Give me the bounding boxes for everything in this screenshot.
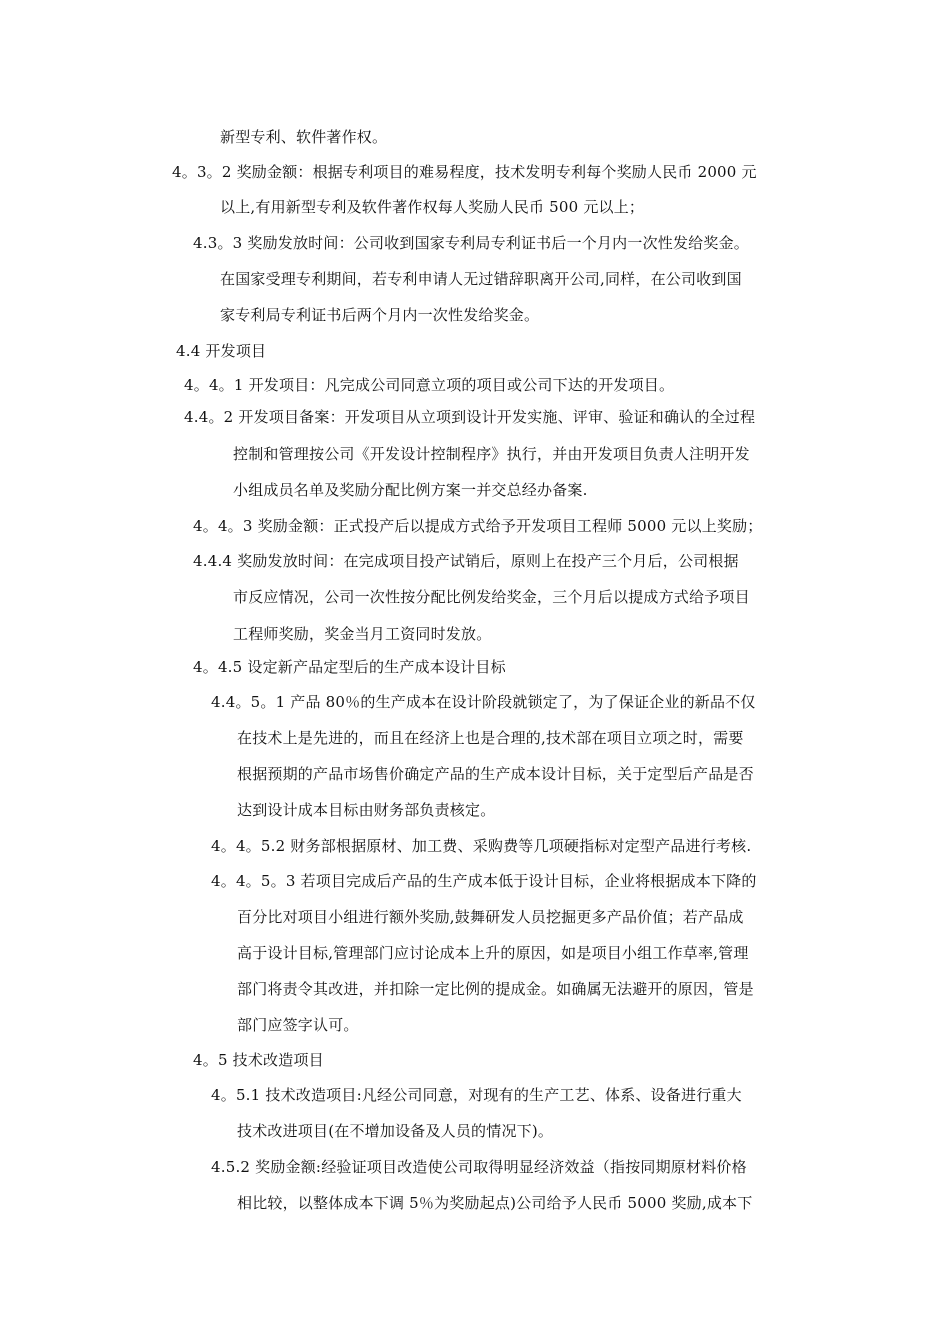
text-line: 市反应情况，公司一次性按分配比例发给奖金，三个月后以提成方式给予项目 — [233, 588, 750, 606]
text-line: 4.3。3 奖励发放时间：公司收到国家专利局专利证书后一个月内一次性发给奖金。 — [193, 234, 749, 252]
text-line: 工程师奖励，奖金当月工资同时发放。 — [233, 625, 492, 643]
text-line: 4.4。5。1 产品 80％的生产成本在设计阶段就锁定了，为了保证企业的新品不仅 — [211, 693, 756, 711]
text-line: 在技术上是先进的，而且在经济上也是合理的,技术部在项目立项之时，需要 — [237, 729, 744, 747]
text-line: 控制和管理按公司《开发设计控制程序》执行，并由开发项目负责人注明开发 — [233, 445, 750, 463]
text-line: 4。4。5。3 若项目完成后产品的生产成本低于设计目标，企业将根据成本下降的 — [211, 872, 757, 890]
text-line: 高于设计目标,管理部门应讨论成本上升的原因，如是项目小组工作草率,管理 — [237, 944, 749, 962]
section-heading: 4.4 开发项目 — [176, 342, 267, 360]
text-line: 以上,有用新型专利及软件著作权每人奖励人民币 500 元以上； — [220, 198, 645, 216]
section-heading: 4。5 技术改造项目 — [193, 1051, 324, 1069]
text-line: 4.5.2 奖励金额:经验证项目改造使公司取得明显经济效益（指按同期原材料价格 — [211, 1158, 747, 1176]
text-line: 相比较，以整体成本下调 5％为奖励起点)公司给予人民币 5000 奖励,成本下 — [237, 1194, 753, 1212]
text-line: 4。3。2 奖励金额：根据专利项目的难易程度，技术发明专利每个奖励人民币 2000 元 — [172, 163, 757, 181]
text-line: 4。4。3 奖励金额：正式投产后以提成方式给予开发项目工程师 5000 元以上奖励； — [193, 517, 763, 535]
text-line: 4。5.1 技术改造项目:凡经公司同意，对现有的生产工艺、体系、设备进行重大 — [211, 1086, 742, 1104]
text-line: 达到设计成本目标由财务部负责核定。 — [237, 801, 496, 819]
text-line: 部门将责令其改进，并扣除一定比例的提成金。如确属无法避开的原因，管是 — [237, 980, 754, 998]
section-heading: 4。4.5 设定新产品定型后的生产成本设计目标 — [193, 658, 506, 676]
text-line: 技术改进项目(在不增加设备及人员的情况下)。 — [237, 1122, 554, 1140]
text-line: 4.4.4 奖励发放时间：在完成项目投产试销后，原则上在投产三个月后，公司根据 — [193, 552, 739, 570]
text-line: 小组成员名单及奖励分配比例方案一并交总经办备案. — [233, 481, 588, 499]
text-line: 家专利局专利证书后两个月内一次性发给奖金。 — [220, 306, 540, 324]
text-line: 根据预期的产品市场售价确定产品的生产成本设计目标，关于定型后产品是否 — [237, 765, 754, 783]
text-line: 部门应签字认可。 — [237, 1016, 359, 1034]
text-line: 新型专利、软件著作权。 — [220, 128, 388, 146]
text-line: 4。4。1 开发项目：凡完成公司同意立项的项目或公司下达的开发项目。 — [184, 376, 675, 394]
text-line: 百分比对项目小组进行额外奖励,鼓舞研发人员挖掘更多产品价值；若产品成 — [237, 908, 744, 926]
text-line: 4。4。5.2 财务部根据原材、加工费、采购费等几项硬指标对定型产品进行考核. — [211, 837, 752, 855]
text-line: 在国家受理专利期间，若专利申请人无过错辞职离开公司,同样，在公司收到国 — [220, 270, 742, 288]
text-line: 4.4。2 开发项目备案：开发项目从立项到设计开发实施、评审、验证和确认的全过程 — [184, 408, 756, 426]
